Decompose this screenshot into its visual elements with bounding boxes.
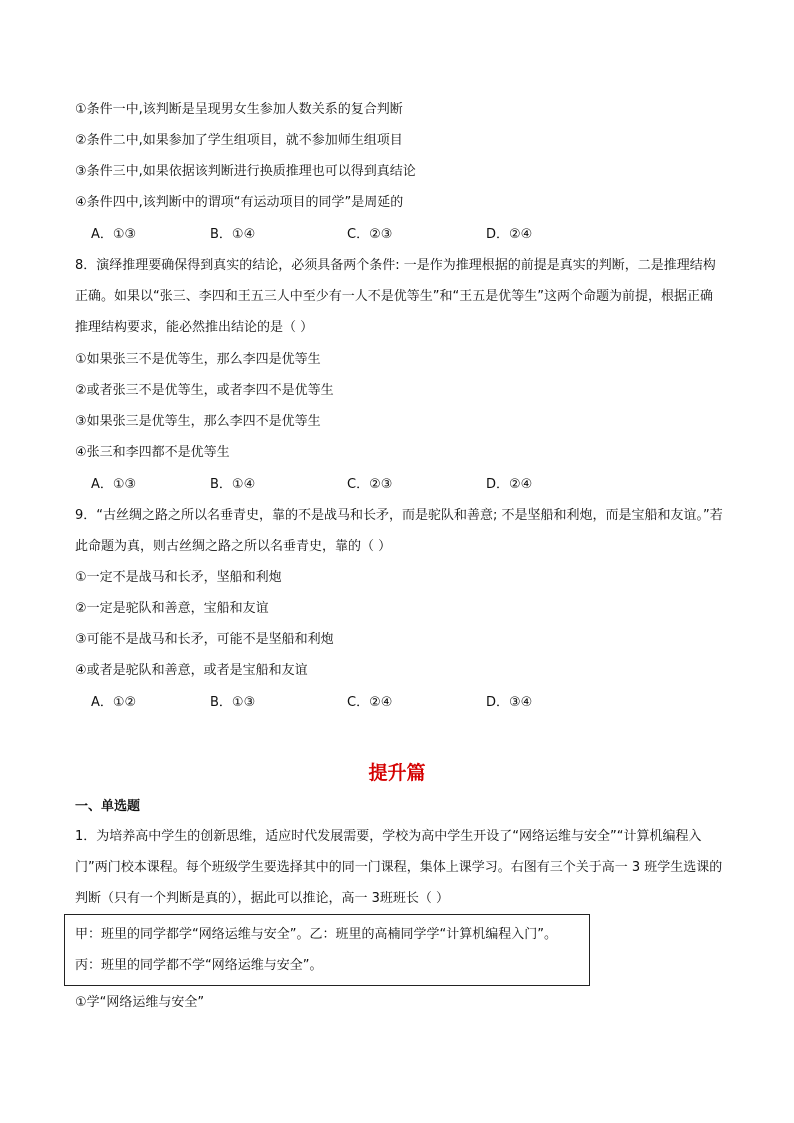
q7-option-a[interactable]: A．①③ xyxy=(91,227,137,242)
q7-options xyxy=(75,225,635,245)
q9-option-c[interactable]: C．②④ xyxy=(347,695,393,710)
q8-option-b[interactable]: B．①④ xyxy=(210,477,256,492)
q7-option-c[interactable]: C．②③ xyxy=(347,227,393,242)
q8-option-d[interactable]: D．②④ xyxy=(486,477,533,492)
judgment-line-2: 丙：班里的同学都不学“网络运维与安全”。 xyxy=(75,958,323,973)
q9-option-b[interactable]: B．①③ xyxy=(210,695,256,710)
section-heading: 一、单选题 xyxy=(75,799,141,814)
q7-option-b[interactable]: B．①④ xyxy=(210,227,256,242)
q7-option-d[interactable]: D．②④ xyxy=(486,227,533,242)
section-title: 提升篇 xyxy=(368,762,426,784)
adv-q1-statement-1: ①学“网络运维与安全” xyxy=(75,995,205,1010)
q8-options xyxy=(75,475,635,495)
q8-statement-3: ③如果张三是优等生，那么李四不是优等生 xyxy=(75,414,321,429)
q9-statement-4: ④或者是驼队和善意，或者是宝船和友谊 xyxy=(75,663,308,678)
q7-statement-4: ④条件四中,该判断中的谓项“有运动项目的同学”是周延的 xyxy=(75,195,404,210)
adv-q1-stem: 1．为培养高中学生的创新思维，适应时代发展需要，学校为高中学生开设了“网络运维与安全”“计算机编程入门”两门校本课程。每个班级学生要选择其中的同一门课程，集体上课学习。右图有三个关于高一 3 班学生选课的判断（只有一个判断是真的），据此可以推论，高一 3班班长（ ） xyxy=(75,829,723,906)
q8-stem: 8．演绎推理要确保得到真实的结论，必须具备两个条件: 一是作为推理根据的前提是真实的判断，二是推理结构正确。如果以“张三、李四和王五三人中至少有一人不是优等生”和“王五是优等生”这两个命题为前提，根据正确推理结构要求，能必然推出结论的是（ ） xyxy=(75,258,716,335)
q7-statement-2: ②条件二中,如果参加了学生组项目，就不参加师生组项目 xyxy=(75,133,403,148)
q9-statement-2: ②一定是驼队和善意，宝船和友谊 xyxy=(75,601,269,616)
q7-statement-3: ③条件三中,如果依据该判断进行换质推理也可以得到真结论 xyxy=(75,164,416,179)
q9-statement-1: ①一定不是战马和长矛，坚船和利炮 xyxy=(75,570,282,585)
judgment-box xyxy=(64,914,590,986)
q9-statement-3: ③可能不是战马和长矛，可能不是坚船和利炮 xyxy=(75,632,334,647)
judgment-line-1: 甲：班里的同学都学“网络运维与安全”。乙：班里的高楠同学学“计算机编程入门”。 xyxy=(75,927,557,942)
q9-option-d[interactable]: D．③④ xyxy=(486,695,533,710)
q8-statement-1: ①如果张三不是优等生，那么李四是优等生 xyxy=(75,352,321,367)
q8-statement-4: ④张三和李四都不是优等生 xyxy=(75,445,230,460)
q9-option-a[interactable]: A．①② xyxy=(91,695,137,710)
q7-statement-1: ①条件一中,该判断是呈现男女生参加人数关系的复合判断 xyxy=(75,102,403,117)
q8-option-a[interactable]: A．①③ xyxy=(91,477,137,492)
q8-statement-2: ②或者张三不是优等生，或者李四不是优等生 xyxy=(75,383,334,398)
q8-option-c[interactable]: C．②③ xyxy=(347,477,393,492)
q9-stem: 9．“古丝绸之路之所以名垂青史，靠的不是战马和长矛，而是驼队和善意; 不是坚船和利炮，而是宝船和友谊。”若此命题为真，则古丝绸之路之所以名垂青史，靠的（ ） xyxy=(75,508,723,554)
q9-options xyxy=(75,693,635,713)
